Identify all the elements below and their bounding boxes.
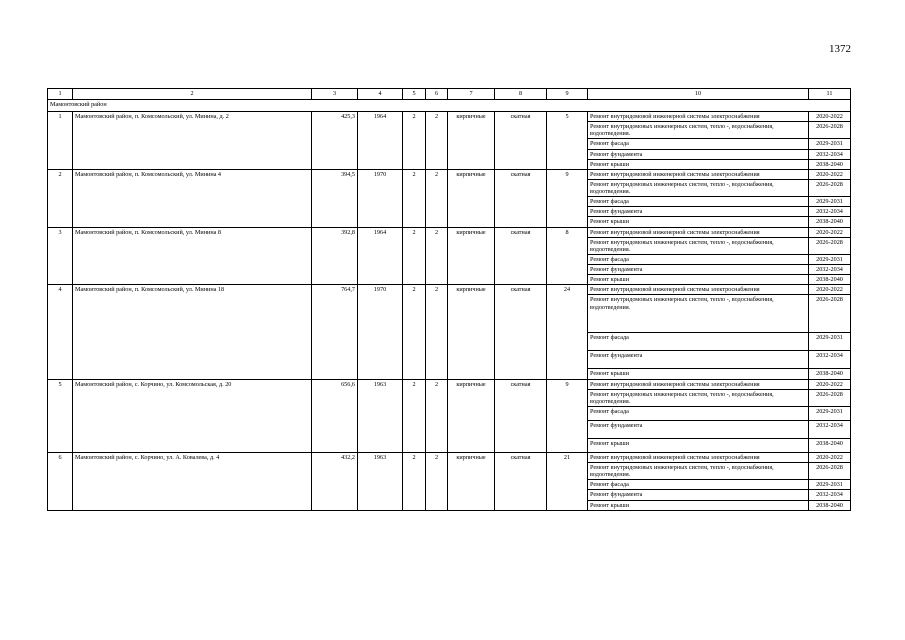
residents: 24 bbox=[547, 285, 588, 379]
address: Мамонтовский район, п. Комсомольский, ул. Минина, д. 2 bbox=[73, 112, 312, 170]
residents: 9 bbox=[547, 379, 588, 452]
roof-type: скатная bbox=[495, 112, 547, 170]
work-name: Ремонт внутридомовой инженерной системы электроснабжения bbox=[588, 112, 809, 122]
work-name: Ремонт крыши bbox=[588, 275, 809, 285]
wall-material: кирпичные bbox=[448, 227, 495, 285]
column-header: 2 bbox=[73, 89, 312, 100]
address: Мамонтовский район, п. Комсомольский, ул. Минина 18 bbox=[73, 285, 312, 379]
roof-type: скатная bbox=[495, 452, 547, 510]
building-row bbox=[48, 227, 851, 237]
work-period: 2029-2031 bbox=[809, 480, 851, 490]
work-name: Ремонт фундамента bbox=[588, 207, 809, 217]
work-name: Ремонт фундамента bbox=[588, 351, 809, 369]
roof-type: скатная bbox=[495, 227, 547, 285]
work-period: 2038-2040 bbox=[809, 500, 851, 510]
year-built: 1963 bbox=[358, 379, 403, 452]
work-name: Ремонт фундамента bbox=[588, 420, 809, 438]
building-row bbox=[48, 379, 851, 389]
work-name: Ремонт фасада bbox=[588, 480, 809, 490]
work-period: 2032-2034 bbox=[809, 351, 851, 369]
work-period: 2026-2028 bbox=[809, 463, 851, 480]
area: 432,2 bbox=[312, 452, 358, 510]
column-header: 7 bbox=[448, 89, 495, 100]
column-header: 1 bbox=[48, 89, 73, 100]
work-name: Ремонт крыши bbox=[588, 438, 809, 452]
work-name: Ремонт фасада bbox=[588, 333, 809, 351]
row-number: 3 bbox=[48, 227, 73, 285]
wall-material: кирпичные bbox=[448, 379, 495, 452]
wall-material: кирпичные bbox=[448, 112, 495, 170]
work-period: 2026-2028 bbox=[809, 389, 851, 406]
column-header: 3 bbox=[312, 89, 358, 100]
work-name: Ремонт внутридомовой инженерной системы электроснабжения bbox=[588, 452, 809, 462]
wall-material: кирпичные bbox=[448, 452, 495, 510]
work-period: 2029-2031 bbox=[809, 254, 851, 264]
work-name: Ремонт внутридомовых инженерных систем, тепло -, водоснабжения, водоотведения. bbox=[588, 295, 809, 333]
area: 764,7 bbox=[312, 285, 358, 379]
column-header: 6 bbox=[426, 89, 448, 100]
floors: 2 bbox=[403, 379, 426, 452]
work-period: 2038-2040 bbox=[809, 369, 851, 379]
column-number-row bbox=[48, 89, 851, 100]
work-period: 2032-2034 bbox=[809, 490, 851, 500]
work-name: Ремонт фундамента bbox=[588, 149, 809, 159]
work-name: Ремонт внутридомовых инженерных систем, тепло -, водоснабжения, водоотведения. bbox=[588, 463, 809, 480]
work-name: Ремонт внутридомовой инженерной системы электроснабжения bbox=[588, 285, 809, 295]
floors: 2 bbox=[403, 452, 426, 510]
roof-type: скатная bbox=[495, 169, 547, 227]
work-period: 2026-2028 bbox=[809, 122, 851, 139]
work-period: 2032-2034 bbox=[809, 207, 851, 217]
work-name: Ремонт фундамента bbox=[588, 490, 809, 500]
area: 392,8 bbox=[312, 227, 358, 285]
area: 425,3 bbox=[312, 112, 358, 170]
entrances: 2 bbox=[426, 112, 448, 170]
work-period: 2020-2022 bbox=[809, 169, 851, 179]
year-built: 1970 bbox=[358, 169, 403, 227]
floors: 2 bbox=[403, 227, 426, 285]
work-period: 2029-2031 bbox=[809, 406, 851, 420]
work-period: 2038-2040 bbox=[809, 217, 851, 227]
work-period: 2026-2028 bbox=[809, 295, 851, 333]
work-period: 2029-2031 bbox=[809, 333, 851, 351]
row-number: 6 bbox=[48, 452, 73, 510]
work-period: 2029-2031 bbox=[809, 139, 851, 149]
work-period: 2026-2028 bbox=[809, 179, 851, 196]
work-name: Ремонт внутридомовых инженерных систем, тепло -, водоснабжения, водоотведения. bbox=[588, 237, 809, 254]
address: Мамонтовский район, с. Корчино, ул. А. Ковалева, д. 4 bbox=[73, 452, 312, 510]
work-name: Ремонт внутридомовых инженерных систем, тепло -, водоснабжения, водоотведения. bbox=[588, 179, 809, 196]
floors: 2 bbox=[403, 285, 426, 379]
entrances: 2 bbox=[426, 452, 448, 510]
row-number: 1 bbox=[48, 112, 73, 170]
area: 394,5 bbox=[312, 169, 358, 227]
row-number: 2 bbox=[48, 169, 73, 227]
work-period: 2032-2034 bbox=[809, 149, 851, 159]
work-period: 2038-2040 bbox=[809, 438, 851, 452]
column-header: 11 bbox=[809, 89, 851, 100]
district-row bbox=[48, 100, 851, 112]
work-name: Ремонт фасада bbox=[588, 254, 809, 264]
work-name: Ремонт крыши bbox=[588, 500, 809, 510]
year-built: 1963 bbox=[358, 452, 403, 510]
work-name: Ремонт внутридомовых инженерных систем, тепло -, водоснабжения, водоотведения. bbox=[588, 122, 809, 139]
year-built: 1970 bbox=[358, 285, 403, 379]
address: Мамонтовский район, с. Корчино, ул. Комсомольская, д. 20 bbox=[73, 379, 312, 452]
work-period: 2020-2022 bbox=[809, 285, 851, 295]
column-header: 8 bbox=[495, 89, 547, 100]
roof-type: скатная bbox=[495, 285, 547, 379]
work-name: Ремонт внутридомовой инженерной системы электроснабжения bbox=[588, 169, 809, 179]
year-built: 1964 bbox=[358, 227, 403, 285]
residents: 5 bbox=[547, 112, 588, 170]
work-name: Ремонт крыши bbox=[588, 159, 809, 169]
work-period: 2026-2028 bbox=[809, 237, 851, 254]
building-row bbox=[48, 285, 851, 295]
work-period: 2032-2034 bbox=[809, 265, 851, 275]
work-name: Ремонт фасада bbox=[588, 406, 809, 420]
column-header: 5 bbox=[403, 89, 426, 100]
work-name: Ремонт крыши bbox=[588, 217, 809, 227]
work-period: 2020-2022 bbox=[809, 379, 851, 389]
residents: 8 bbox=[547, 227, 588, 285]
entrances: 2 bbox=[426, 227, 448, 285]
housing-registry-table bbox=[47, 88, 851, 511]
work-name: Ремонт внутридомовых инженерных систем, тепло -, водоснабжения, водоотведения. bbox=[588, 389, 809, 406]
address: Мамонтовский район, п. Комсомольский, ул. Минина 8 bbox=[73, 227, 312, 285]
entrances: 2 bbox=[426, 285, 448, 379]
page-number: 1372 bbox=[829, 43, 851, 55]
column-header: 10 bbox=[588, 89, 809, 100]
work-name: Ремонт внутридомовой инженерной системы электроснабжения bbox=[588, 379, 809, 389]
residents: 21 bbox=[547, 452, 588, 510]
building-row bbox=[48, 169, 851, 179]
wall-material: кирпичные bbox=[448, 285, 495, 379]
work-name: Ремонт фундамента bbox=[588, 265, 809, 275]
work-period: 2020-2022 bbox=[809, 112, 851, 122]
year-built: 1964 bbox=[358, 112, 403, 170]
building-row bbox=[48, 452, 851, 462]
column-header: 9 bbox=[547, 89, 588, 100]
row-number: 4 bbox=[48, 285, 73, 379]
floors: 2 bbox=[403, 169, 426, 227]
work-period: 2020-2022 bbox=[809, 452, 851, 462]
floors: 2 bbox=[403, 112, 426, 170]
row-number: 5 bbox=[48, 379, 73, 452]
entrances: 2 bbox=[426, 379, 448, 452]
work-name: Ремонт крыши bbox=[588, 369, 809, 379]
column-header: 4 bbox=[358, 89, 403, 100]
district-name: Мамонтовский район bbox=[48, 100, 851, 112]
work-period: 2038-2040 bbox=[809, 275, 851, 285]
residents: 9 bbox=[547, 169, 588, 227]
work-period: 2020-2022 bbox=[809, 227, 851, 237]
work-name: Ремонт фасада bbox=[588, 197, 809, 207]
work-name: Ремонт внутридомовой инженерной системы электроснабжения bbox=[588, 227, 809, 237]
address: Мамонтовский район, п. Комсомольский, ул. Минина 4 bbox=[73, 169, 312, 227]
building-row bbox=[48, 112, 851, 122]
work-period: 2038-2040 bbox=[809, 159, 851, 169]
roof-type: скатная bbox=[495, 379, 547, 452]
work-period: 2032-2034 bbox=[809, 420, 851, 438]
work-name: Ремонт фасада bbox=[588, 139, 809, 149]
work-period: 2029-2031 bbox=[809, 197, 851, 207]
wall-material: кирпичные bbox=[448, 169, 495, 227]
entrances: 2 bbox=[426, 169, 448, 227]
area: 656,6 bbox=[312, 379, 358, 452]
